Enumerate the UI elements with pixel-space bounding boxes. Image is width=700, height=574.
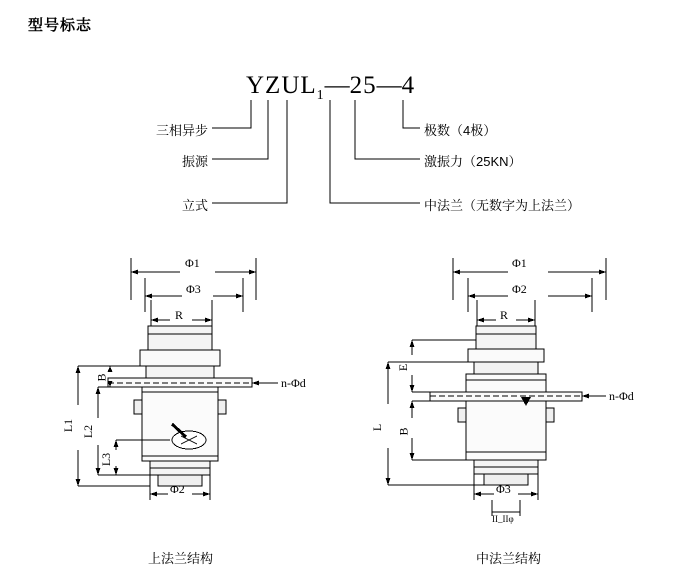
drawing-left-caption: 上法兰结构 [148,551,214,566]
callout-left-2: 立式 [181,198,208,213]
dim-left-top3: R [175,308,184,322]
page-title: 型号标志 [28,17,93,34]
dim-right-top3: R [500,308,509,322]
dim-left-L2: L2 [81,424,96,439]
callout-left-0: 三相异步 [155,123,208,138]
dim-left-L1: L1 [61,418,76,433]
model-code-power: 25 [349,72,377,99]
callout-right-2: 中法兰（无数字为上法兰） [424,198,581,213]
dim-left-L3: L3 [99,452,114,467]
dim-right-small: ΙΙ_ΙΙφ [492,514,514,524]
dim-right-top1: Φ1 [512,256,527,270]
dim-left-top1: Φ1 [185,256,200,270]
dim-left-hole: n-Φd [281,376,306,390]
model-code-poles: 4 [401,72,416,99]
callout-right-0: 极数（4极） [424,123,497,138]
dim-right-bottom: Φ3 [496,482,511,496]
model-code-main: YZUL [246,72,317,99]
dim-right-B: B [396,427,411,436]
dim-left-bottom: Φ2 [170,482,185,496]
model-code-sep1: — [324,72,350,99]
dim-right-L: L [370,423,385,432]
model-code-sep2: — [376,72,402,99]
dim-left-top2: Φ3 [186,282,201,296]
dim-right-top2: Φ2 [512,282,527,296]
dim-left-B: B [94,373,109,382]
drawing-right-caption: 中法兰结构 [476,551,542,566]
dim-right-E: E [396,363,411,372]
callout-left-1: 振源 [181,154,208,169]
dim-right-hole: n-Φd [609,389,634,403]
model-code-subscript: 1 [316,88,325,103]
callout-right-1: 激振力（25KN） [424,154,522,169]
